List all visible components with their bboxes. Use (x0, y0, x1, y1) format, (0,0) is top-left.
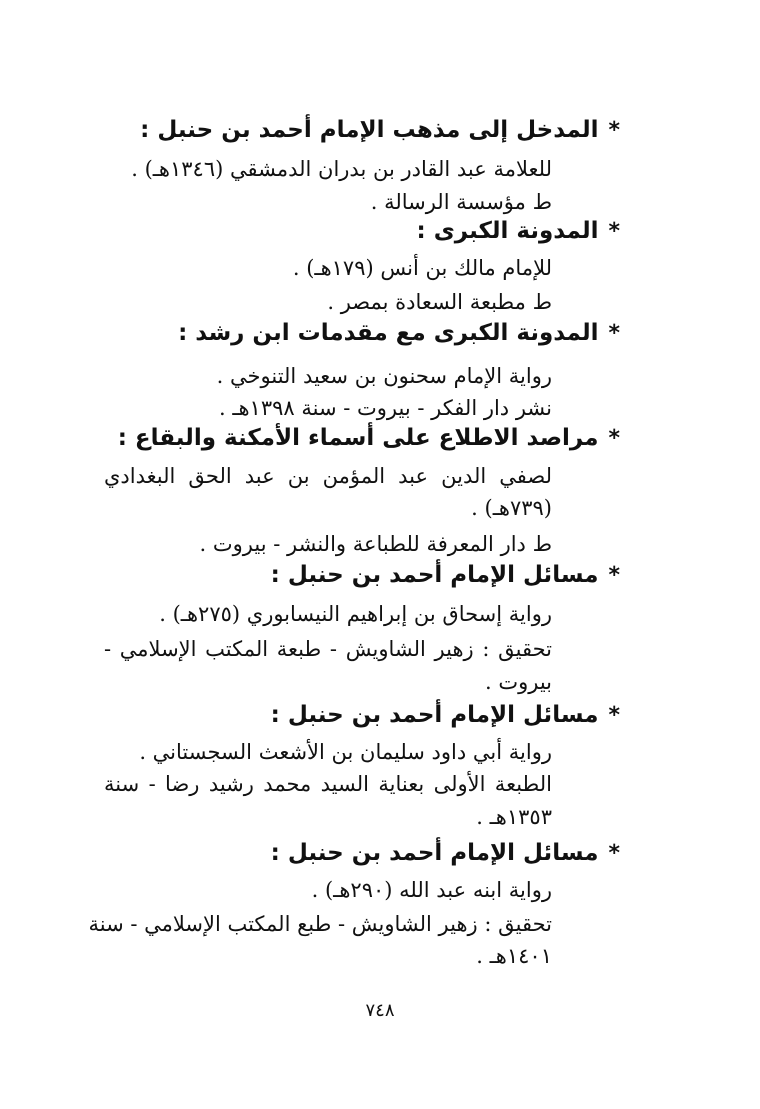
entry-line: ط مطبعة السعادة بمصر . (327, 290, 552, 314)
entry-title: *المدخل إلى مذهب الإمام أحمد بن حنبل : (140, 117, 620, 143)
entry-line: (٧٣٩هـ) . (471, 496, 552, 520)
bullet-star-icon: * (608, 219, 620, 244)
entry-title: *المدونة الكبرى : (416, 218, 620, 244)
bullet-star-icon: * (608, 118, 620, 143)
entry-title: *مراصد الاطلاع على أسماء الأمكنة والبقاع : (117, 425, 620, 451)
entry-line: رواية الإمام سحنون بن سعيد التنوخي . (216, 364, 552, 388)
bullet-star-icon: * (608, 321, 620, 346)
bullet-star-icon: * (608, 426, 620, 451)
bullet-star-icon: * (608, 841, 620, 866)
entry-line: لصفي الدين عبد المؤمن بن عبد الحق البغدادي (104, 464, 552, 488)
entry-title: *المدونة الكبرى مع مقدمات ابن رشد : (178, 320, 620, 346)
entry-line: رواية ابنه عبد الله (٢٩٠هـ) . (311, 878, 552, 902)
entry-line: رواية أبي داود سليمان بن الأشعث السجستاني . (139, 740, 552, 764)
entry-line: تحقيق : زهير الشاويش - طبعة المكتب الإسلامي - (104, 637, 552, 661)
entry-line: ط مؤسسة الرسالة . (370, 190, 552, 214)
entry-line: ١٤٠١هـ . (476, 944, 552, 968)
entry-line: رواية إسحاق بن إبراهيم النيسابوري (٢٧٥هـ) . (159, 602, 552, 626)
entry-line: بيروت . (484, 670, 552, 694)
entry-line: للعلامة عبد القادر بن بدران الدمشقي (١٣٤٦هـ) . (131, 157, 552, 181)
bullet-star-icon: * (608, 563, 620, 588)
entry-line: للإمام مالك بن أنس (١٧٩هـ) . (292, 256, 552, 280)
bullet-star-icon: * (608, 703, 620, 728)
page-number: ٧٤٨ (365, 1000, 395, 1021)
entry-title: *مسائل الإمام أحمد بن حنبل : (270, 702, 620, 728)
entry-line: نشر دار الفكر - بيروت - سنة ١٣٩٨هـ . (218, 396, 552, 420)
entry-line: ١٣٥٣هـ . (476, 805, 552, 829)
entry-line: ط دار المعرفة للطباعة والنشر - بيروت . (199, 532, 552, 556)
entry-title: *مسائل الإمام أحمد بن حنبل : (270, 840, 620, 866)
entry-line: الطبعة الأولى بعناية السيد محمد رشيد رضا - سنة (104, 772, 552, 796)
entry-title: *مسائل الإمام أحمد بن حنبل : (270, 562, 620, 588)
entry-line: تحقيق : زهير الشاويش - طبع المكتب الإسلامي - سنة (88, 912, 552, 936)
